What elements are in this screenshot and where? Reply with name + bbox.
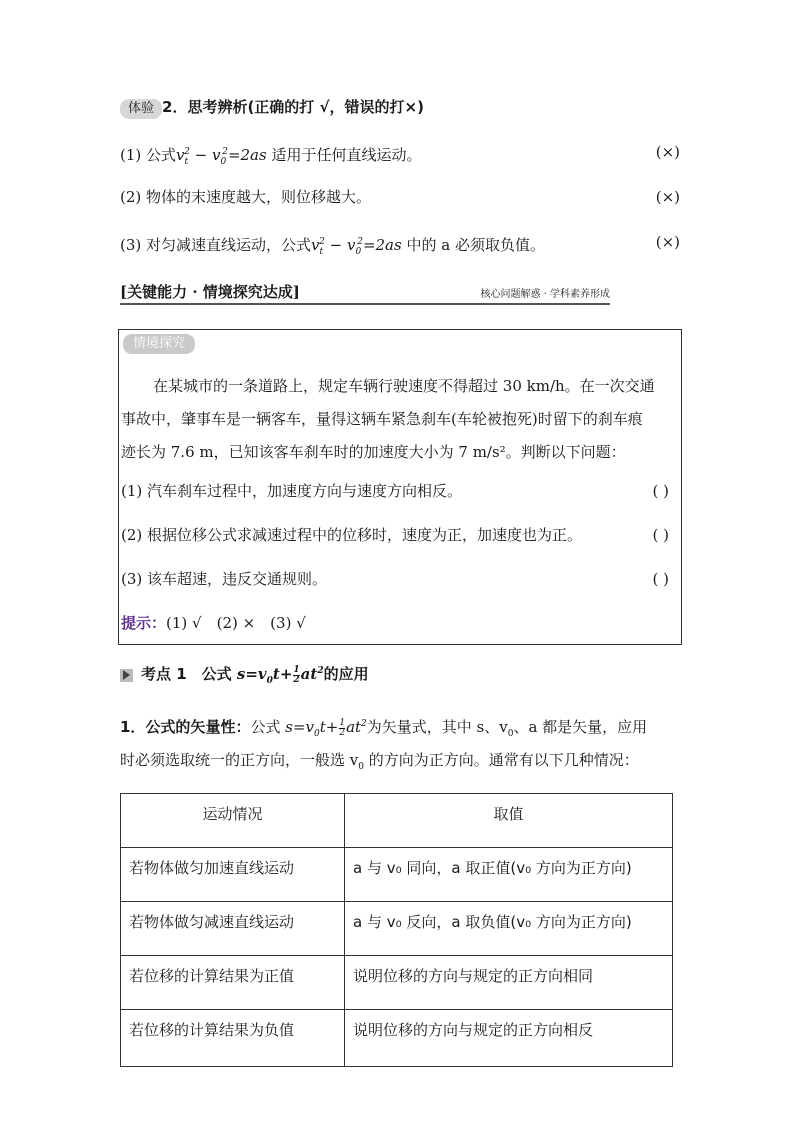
practice-item-1-prefix: (1) 公式: [120, 146, 177, 164]
formula-vt2-v02-2as: $v_t^2 - v_0^2=2as$: [176, 146, 267, 167]
scenario-paragraph: [153, 370, 655, 403]
play-triangle-icon: [120, 669, 133, 682]
practice-item-1: [120, 141, 680, 173]
table-cell: 若位移的计算结果为负值: [121, 1010, 345, 1067]
scenario-hint: [121, 612, 306, 634]
table-header-cell: 运动情况: [121, 794, 345, 848]
point1-line2-text: 时必须选取统一的正方向，一般选 v: [120, 751, 359, 769]
scenario-question-2-blank: ( ): [652, 526, 669, 544]
scenario-para-line-3: 迹长为 7.6 m，已知该客车刹车时的加速度大小为 7 m/s²。判断以下问题：: [121, 443, 626, 461]
section-subtitle: 核心问题解惑 · 学科素养形成: [480, 289, 610, 300]
scenario-para-line-1: 在某城市的一条道路上，规定车辆行驶速度不得超过 30 km/h。在一次交通: [153, 377, 655, 395]
point1-tail: 、a 都是矢量，应用: [513, 718, 648, 736]
practice-item-3-prefix: (3) 对匀减速直线运动，公式: [120, 236, 312, 254]
practice-item-3-suffix: 中的 a 必须取负值。: [401, 236, 545, 254]
practice-item-1-mark: (×): [655, 143, 680, 161]
scenario-paragraph-cont: [121, 403, 643, 469]
formula-s-v0t-half-at2-inline: $s=v_0t+$ $\frac{1}{2}$ $at^2$: [285, 717, 367, 739]
point1-line-2: 时必须选取统一的正方向，一般选 $v_0$ 的方向为正方向。通常有以下几种情况：: [120, 751, 639, 772]
section-header: [120, 281, 610, 305]
formula-s-v0t-half-at2: $s=v_0t+$ $\frac{1}{2}$ $at^2$: [236, 664, 324, 686]
practice-item-3-mark: (×): [655, 233, 680, 251]
practice-item-3: [120, 231, 680, 263]
kaodian-label: 考点 1 公式: [141, 665, 237, 683]
table-row: [121, 902, 673, 956]
scenario-box: [118, 329, 682, 645]
motion-value-table: [120, 793, 673, 1067]
scenario-question-2-text: (2) 根据位移公式求减速过程中的位移时，速度为正，加速度也为正。: [121, 526, 583, 544]
practice-item-2-mark: (×): [655, 188, 680, 206]
scenario-question-3-text: (3) 该车超速，违反交通规则。: [121, 570, 328, 588]
point1-lead: 1．公式的矢量性：: [120, 718, 251, 736]
scenario-question-1-text: (1) 汽车刹车过程中，加速度方向与速度方向相反。: [121, 482, 463, 500]
table-cell: 说明位移的方向与规定的正方向相同: [345, 956, 673, 1010]
table-cell: 若物体做匀加速直线运动: [121, 848, 345, 902]
table-cell: 说明位移的方向与规定的正方向相反: [345, 1010, 673, 1067]
point1-line-1: 1．公式的矢量性：公式 $s=v_0t+$ $\frac{1}{2}$ $at^2$为矢量式，其中 s、$v_0$、a 都是矢量，应用: [120, 717, 648, 739]
table-header-cell: 取值: [345, 794, 673, 848]
section-title: [关键能力 · 情境探究达成]: [120, 283, 300, 301]
table-cell: a 与 v₀ 同向，a 取正值(v₀ 方向为正方向): [345, 848, 673, 902]
table-cell: a 与 v₀ 反向，a 取负值(v₀ 方向为正方向): [345, 902, 673, 956]
scenario-question-1: [121, 480, 669, 502]
practice-heading-row: [120, 96, 424, 119]
hint-label: 提示：: [121, 614, 167, 632]
point1-mid: 公式: [250, 718, 286, 736]
scenario-question-2: [121, 524, 669, 546]
practice-item-1-suffix: 适用于任何直线运动。: [266, 146, 422, 164]
kaodian-heading: [120, 660, 369, 692]
formula-vt2-v02-2as-2: $v_t^2 - v_0^2=2as$: [311, 236, 402, 257]
practice-item-2-text: (2) 物体的末速度越大，则位移越大。: [120, 188, 372, 206]
table-header-row: [121, 794, 673, 848]
table-row: [121, 956, 673, 1010]
table-row: [121, 1010, 673, 1067]
kaodian-suffix: 的应用: [323, 665, 369, 683]
practice-badge: 体验: [120, 99, 162, 119]
scenario-question-1-blank: ( ): [652, 482, 669, 500]
scenario-para-line-2: 事故中，肇事车是一辆客车，量得这辆车紧急刹车(车轮被抱死)时留下的刹车痕: [121, 410, 643, 428]
scenario-badge: 情境探究: [123, 334, 195, 354]
point1-line2-tail: 的方向为正方向。通常有以下几种情况：: [363, 751, 639, 769]
scenario-question-3: [121, 568, 669, 590]
scenario-question-3-blank: ( ): [652, 570, 669, 588]
practice-heading: 2．思考辨析(正确的打 √，错误的打×): [162, 98, 424, 116]
point1-after: 为矢量式，其中 s、v: [366, 718, 508, 736]
table-cell: 若位移的计算结果为正值: [121, 956, 345, 1010]
table-row: [121, 848, 673, 902]
practice-item-2: [120, 186, 680, 208]
hint-text: (1) √ (2) × (3) √: [166, 614, 306, 632]
table-cell: 若物体做匀减速直线运动: [121, 902, 345, 956]
